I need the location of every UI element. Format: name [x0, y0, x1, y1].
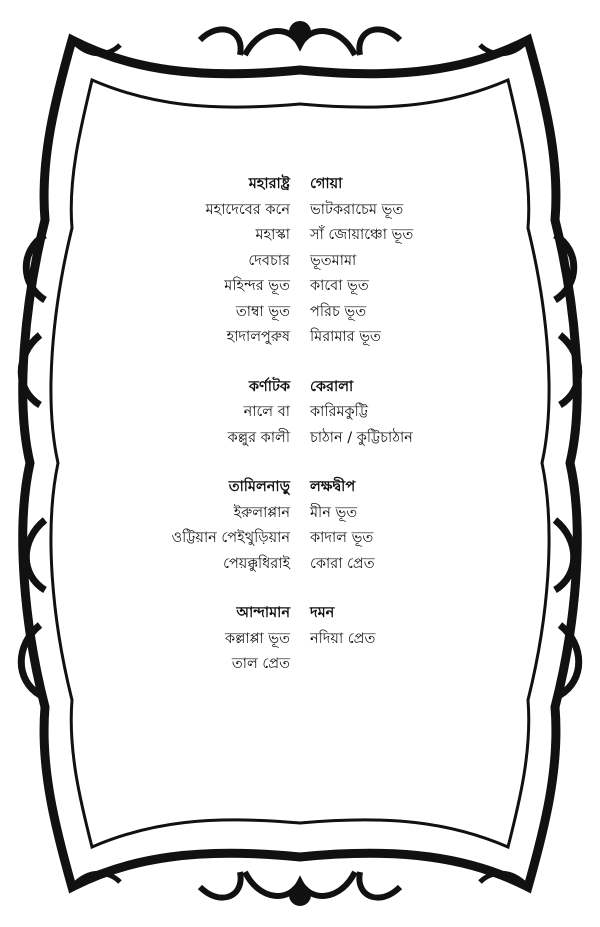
ghost-name: কোরা প্রেত [310, 555, 375, 572]
region-heading: গোয়া [310, 176, 343, 192]
ghost-name: চাঠান / কুট্টিচাঠান [310, 429, 413, 446]
section-3 [100, 475, 500, 577]
region-heading: লক্ষদ্বীপ [310, 479, 356, 495]
ghost-name: পেয়ক্কুধিরাই [223, 555, 290, 572]
section-1-right-column [310, 172, 500, 351]
region-heading: দমন [310, 605, 335, 621]
section-3-right-column [310, 475, 500, 577]
top-ornament [200, 24, 400, 55]
section-1 [100, 172, 500, 351]
section-2-left-column [100, 375, 290, 452]
section-1-left-column [100, 172, 290, 351]
ghost-name: দেবচার [248, 252, 290, 269]
ghost-name: ভাটকরাচেম ভূত [310, 201, 404, 218]
region-heading: কেরালা [310, 378, 354, 395]
ghost-name: মহাদেবের কনে [205, 201, 290, 218]
ghost-name: হাদালপুরুষ [226, 329, 290, 345]
ghost-name: কল্লুর কালী [227, 429, 290, 446]
ghost-name: মীন ভূত [310, 504, 358, 521]
section-3-left-column [100, 475, 290, 577]
ghost-name: কল্লাপ্পা ভূত [224, 630, 290, 647]
ghost-name: তাল প্রেত [231, 656, 290, 672]
section-4-right-column [310, 601, 500, 678]
ghost-list [100, 172, 500, 678]
ghost-name: তাম্বা ভূত [235, 303, 290, 320]
bottom-ornament [200, 872, 400, 903]
ghost-name: কাবো ভূত [310, 278, 369, 294]
ghost-name: ওট্টিয়ান পেইথুড়িয়ান [171, 530, 290, 546]
ghost-name: কাদাল ভূত [310, 530, 374, 546]
ghost-name: কারিমকুট্টি [310, 404, 368, 420]
ghost-name: মহাস্কা [255, 227, 290, 243]
ghost-name: নালে বা [243, 404, 290, 420]
section-2-right-column [310, 375, 500, 452]
region-heading: মহারাষ্ট্র [248, 176, 290, 192]
ghost-name: মিরামার ভূত [310, 329, 381, 345]
ghost-name: পরিচ ভূত [310, 303, 367, 320]
ghost-name: ইরুলাপ্পান [233, 504, 290, 521]
region-heading: আন্দামান [236, 605, 290, 621]
section-4 [100, 601, 500, 678]
region-heading: তামিলনাড়ু [228, 479, 290, 495]
region-heading: কর্ণাটক [248, 378, 290, 395]
section-4-left-column [100, 601, 290, 678]
ghost-name: নদিয়া প্রেত [310, 630, 376, 647]
ghost-name: ভূতমামা [310, 252, 357, 269]
ghost-name: সাঁ জোয়াঞ্চো ভূত [310, 227, 414, 243]
ghost-name: মহিন্দর ভূত [224, 278, 290, 294]
section-2 [100, 375, 500, 452]
